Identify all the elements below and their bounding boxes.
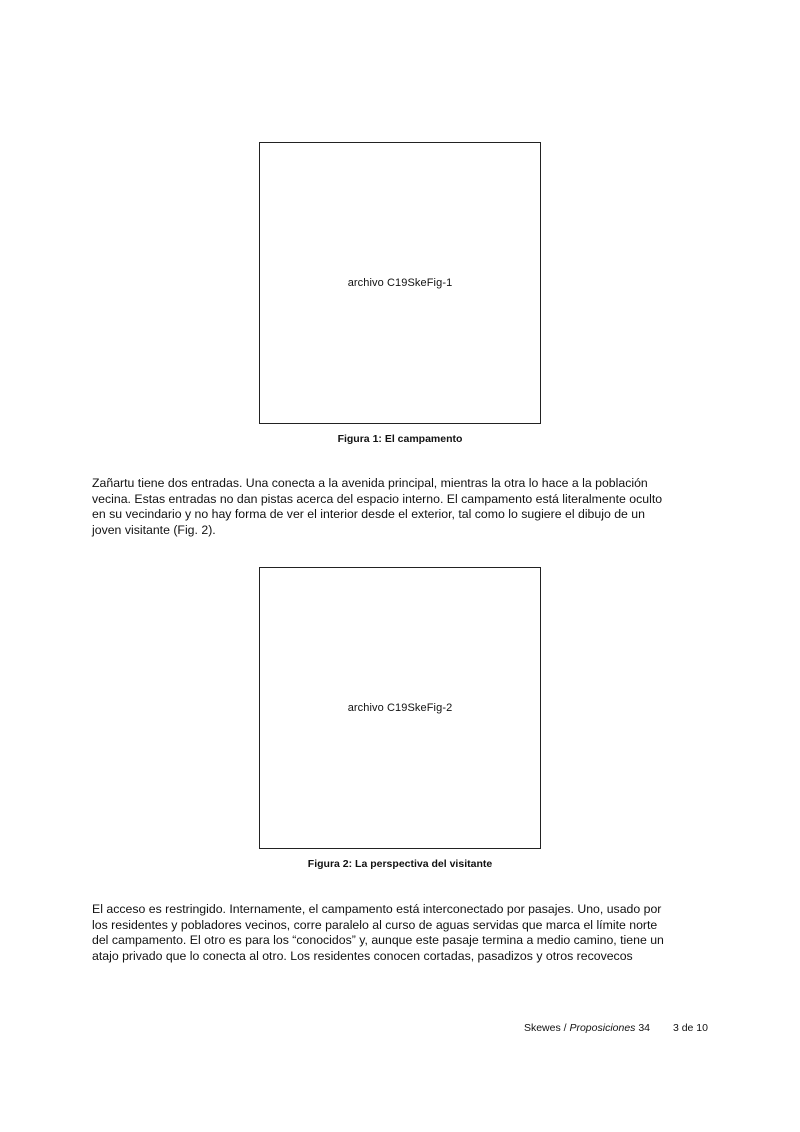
figure-1-frame (259, 142, 541, 424)
paragraph-line: El acceso es restringido. Internamente, el campamento está interconectado por pasajes. Uno, usado por (92, 902, 662, 916)
paragraph-line: atajo privado que lo conecta al otro. Los residentes conocen cortadas, pasadizos y otros recovecos (92, 948, 633, 963)
footer-issue: 34 (638, 1022, 651, 1034)
figure-2-frame (259, 567, 541, 849)
paragraph-2 (92, 902, 712, 964)
page-number: 3 de 10 (672, 1022, 708, 1034)
paragraph-line: los residentes y pobladores vecinos, corre paralelo al curso de aguas servidas que marca el límite norte (92, 917, 658, 932)
footer-journal: Proposiciones (569, 1022, 636, 1034)
paragraph-line: Zañartu tiene dos entradas. Una conecta a la avenida principal, mientras la otra lo hace a la población (92, 476, 648, 490)
paragraph-line: del campamento. El otro es para los “conocidos” y, aunque este pasaje termina a medio camino, tiene un (92, 933, 664, 947)
paragraph-line: joven visitante (Fig. 2). (92, 522, 216, 537)
paragraph-1 (92, 476, 712, 538)
paragraph-line: vecina. Estas entradas no dan pistas acerca del espacio interno. El campamento está literalmente oculto (92, 491, 663, 506)
figure-1-caption: Figura 1: El campamento (337, 433, 463, 445)
page-footer (524, 1022, 708, 1034)
footer-author: Skewes / (523, 1022, 567, 1034)
figure-2-placeholder: archivo C19SkeFig-2 (347, 702, 453, 714)
paragraph-line: en su vecindario y no hay forma de ver el interior desde el exterior, tal como lo sugiere el dibujo de un (92, 507, 645, 521)
figure-2-caption: Figura 2: La perspectiva del visitante (307, 858, 493, 870)
figure-1-placeholder: archivo C19SkeFig-1 (347, 277, 453, 289)
